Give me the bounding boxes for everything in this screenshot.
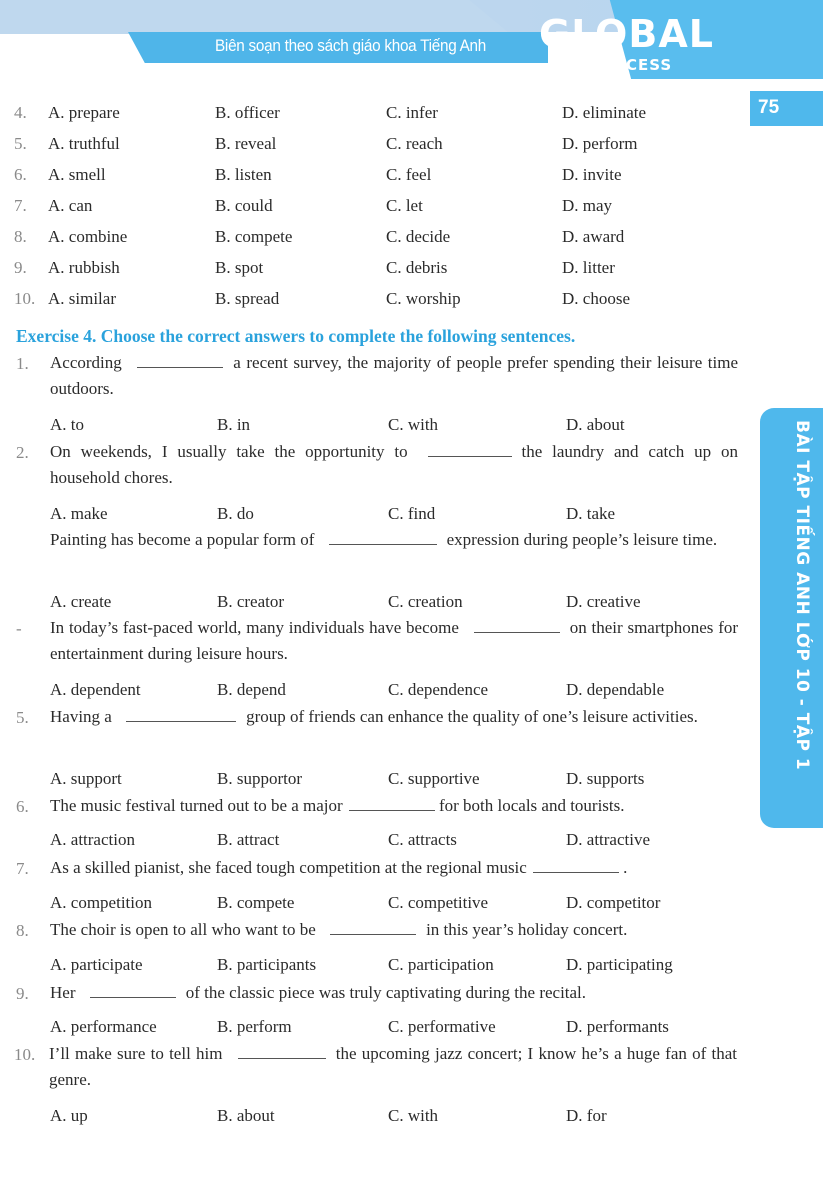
option-c[interactable]: C. let (386, 196, 423, 215)
option-a[interactable]: A. prepare (48, 103, 120, 122)
option-d[interactable]: D. attractive (566, 830, 651, 849)
answer-blank[interactable] (349, 796, 435, 811)
option-b[interactable]: B. attract (217, 830, 280, 849)
option-b[interactable]: B. in (217, 415, 251, 434)
question-stem (50, 917, 738, 943)
question-number: 6. (16, 797, 29, 816)
option-b[interactable]: B. participants (217, 955, 317, 974)
stem-text-before: In today’s fast-paced world, many individuals have become (50, 618, 459, 637)
option-a[interactable]: A. combine (48, 227, 128, 246)
option-b[interactable]: B. spread (215, 289, 280, 308)
stem-text-after: group of friends can enhance the quality of one’s leisure activities. (246, 707, 698, 726)
option-b[interactable]: B. depend (217, 680, 286, 699)
exercise-title: Exercise 4. Choose the correct answers to complete the following sentences. (16, 326, 576, 346)
option-a[interactable]: A. to (50, 415, 84, 434)
answer-blank[interactable] (533, 858, 619, 873)
question-number: 8. (14, 227, 27, 246)
option-b[interactable]: B. creator (217, 592, 285, 611)
option-c[interactable]: C. with (388, 1106, 439, 1125)
option-d[interactable]: D. invite (562, 165, 622, 184)
question-number: - (16, 619, 22, 638)
question-number: 8. (16, 921, 29, 940)
stem-text-before: Her (50, 983, 76, 1002)
option-b[interactable]: B. about (217, 1106, 275, 1125)
answer-blank[interactable] (474, 618, 560, 633)
option-d[interactable]: D. competitor (566, 893, 661, 912)
stem-text-after: in this year’s holiday concert. (426, 920, 628, 939)
option-b[interactable]: B. supportor (217, 769, 302, 788)
stem-text-before: According (50, 353, 122, 372)
option-d[interactable]: D. creative (566, 592, 641, 611)
question-number: 10. (14, 1045, 36, 1064)
option-c[interactable]: C. supportive (388, 769, 480, 788)
option-c[interactable]: C. dependence (388, 680, 489, 699)
option-d[interactable]: D. performants (566, 1017, 669, 1036)
question-stem (50, 350, 738, 402)
option-c[interactable]: C. attracts (388, 830, 457, 849)
option-a[interactable]: A. dependent (50, 680, 141, 699)
option-a[interactable]: A. support (50, 769, 122, 788)
question-number: 9. (16, 984, 29, 1003)
option-a[interactable]: A. attraction (50, 830, 135, 849)
answer-blank[interactable] (126, 707, 236, 722)
stem-text-before: On weekends, I usually take the opportunity to (50, 442, 408, 461)
question-number: 5. (16, 708, 29, 727)
answer-blank[interactable] (238, 1044, 326, 1059)
question-number: 7. (14, 196, 27, 215)
stem-text-after: for both locals and tourists. (438, 796, 625, 815)
answer-blank[interactable] (330, 920, 416, 935)
option-c[interactable]: C. with (388, 415, 439, 434)
option-a[interactable]: A. performance (50, 1017, 157, 1036)
option-c[interactable]: C. worship (386, 289, 461, 308)
option-b[interactable]: B. could (215, 196, 273, 215)
option-d[interactable]: D. litter (562, 258, 615, 277)
option-b[interactable]: B. compete (217, 893, 295, 912)
stem-text-after: expression during people’s leisure time. (446, 530, 718, 549)
page-number: 75 (750, 91, 823, 126)
option-a[interactable]: A. up (50, 1106, 88, 1125)
question-stem (50, 439, 738, 491)
option-b[interactable]: B. spot (215, 258, 264, 277)
stem-text-before: I’ll make sure to tell him (49, 1044, 223, 1063)
question-stem (49, 1041, 737, 1093)
stem-text-before: Having a (50, 707, 112, 726)
option-c[interactable]: C. participation (388, 955, 494, 974)
question-number: 5. (14, 134, 27, 153)
option-b[interactable]: B. perform (217, 1017, 292, 1036)
brand-logo-global: GLOBAL (539, 12, 714, 56)
option-d[interactable]: D. about (566, 415, 625, 434)
answer-blank[interactable] (90, 983, 176, 998)
option-b[interactable]: B. reveal (215, 134, 277, 153)
option-d[interactable]: D. for (566, 1106, 607, 1125)
question-stem (50, 855, 738, 881)
stem-text-after: the laundry and catch up on household chores. (50, 442, 739, 487)
stem-text-before: The music festival turned out to be a major (50, 796, 343, 815)
option-a[interactable]: A. create (50, 592, 112, 611)
answer-blank[interactable] (329, 530, 437, 545)
option-a[interactable]: A. smell (48, 165, 106, 184)
option-a[interactable]: A. similar (48, 289, 116, 308)
question-number: 6. (14, 165, 27, 184)
stem-text-after: the upcoming jazz concert; I know he’s a huge fan of that genre. (49, 1044, 737, 1089)
question-stem (50, 615, 738, 667)
option-c[interactable]: C. performative (388, 1017, 496, 1036)
question-number: 1. (16, 354, 29, 373)
side-tab-label: BÀI TẬP TIẾNG ANH LỚP 10 - TẬP 1 (792, 420, 812, 771)
option-c[interactable]: C. creation (388, 592, 463, 611)
question-number: 10. (14, 289, 36, 308)
option-a[interactable]: A. make (50, 504, 108, 523)
option-c[interactable]: C. debris (386, 258, 448, 277)
option-a[interactable]: A. truthful (48, 134, 120, 153)
option-c[interactable]: C. reach (386, 134, 443, 153)
option-d[interactable]: D. dependable (566, 680, 665, 699)
option-d[interactable]: D. may (562, 196, 613, 215)
option-b[interactable]: B. officer (215, 103, 280, 122)
stem-text-before: Painting has become a popular form of (50, 530, 315, 549)
option-c[interactable]: C. feel (386, 165, 432, 184)
option-c[interactable]: C. infer (386, 103, 438, 122)
question-stem (50, 980, 738, 1006)
stem-text-after: on their smartphones for entertainment during leisure hours. (50, 618, 739, 663)
option-d[interactable]: D. take (566, 504, 616, 523)
answer-blank[interactable] (137, 353, 223, 368)
stem-text-before: The choir is open to all who want to be (50, 920, 316, 939)
option-d[interactable]: D. eliminate (562, 103, 647, 122)
question-stem (50, 527, 738, 553)
stem-text-before: As a skilled pianist, she faced tough competition at the regional music (50, 858, 527, 877)
stem-text-after: . (623, 858, 628, 877)
question-number: 2. (16, 443, 29, 462)
option-b[interactable]: B. do (217, 504, 254, 523)
stem-text-after: a recent survey, the majority of people prefer spending their leisure time outdoors. (50, 353, 739, 398)
stem-text-after: of the classic piece was truly captivating during the recital. (185, 983, 587, 1002)
answer-blank[interactable] (428, 442, 512, 457)
option-a[interactable]: A. competition (50, 893, 152, 912)
option-d[interactable]: D. perform (562, 134, 638, 153)
option-a[interactable]: A. participate (50, 955, 143, 974)
option-d[interactable]: D. choose (562, 289, 630, 308)
header-subtitle: Biên soạn theo sách giáo khoa Tiếng Anh (215, 36, 487, 55)
option-b[interactable]: B. listen (215, 165, 272, 184)
question-number: 7. (16, 859, 29, 878)
option-b[interactable]: B. compete (215, 227, 293, 246)
option-a[interactable]: A. rubbish (48, 258, 120, 277)
option-c[interactable]: C. find (388, 504, 436, 523)
brand-logo-success: SUCCESS (589, 56, 673, 74)
option-a[interactable]: A. can (48, 196, 93, 215)
question-stem (50, 704, 738, 730)
option-d[interactable]: D. participating (566, 955, 673, 974)
question-number: 9. (14, 258, 27, 277)
question-stem (50, 793, 738, 819)
option-d[interactable]: D. award (562, 227, 625, 246)
option-d[interactable]: D. supports (566, 769, 645, 788)
option-c[interactable]: C. competitive (388, 893, 489, 912)
question-number: 4. (14, 103, 27, 122)
option-c[interactable]: C. decide (386, 227, 451, 246)
